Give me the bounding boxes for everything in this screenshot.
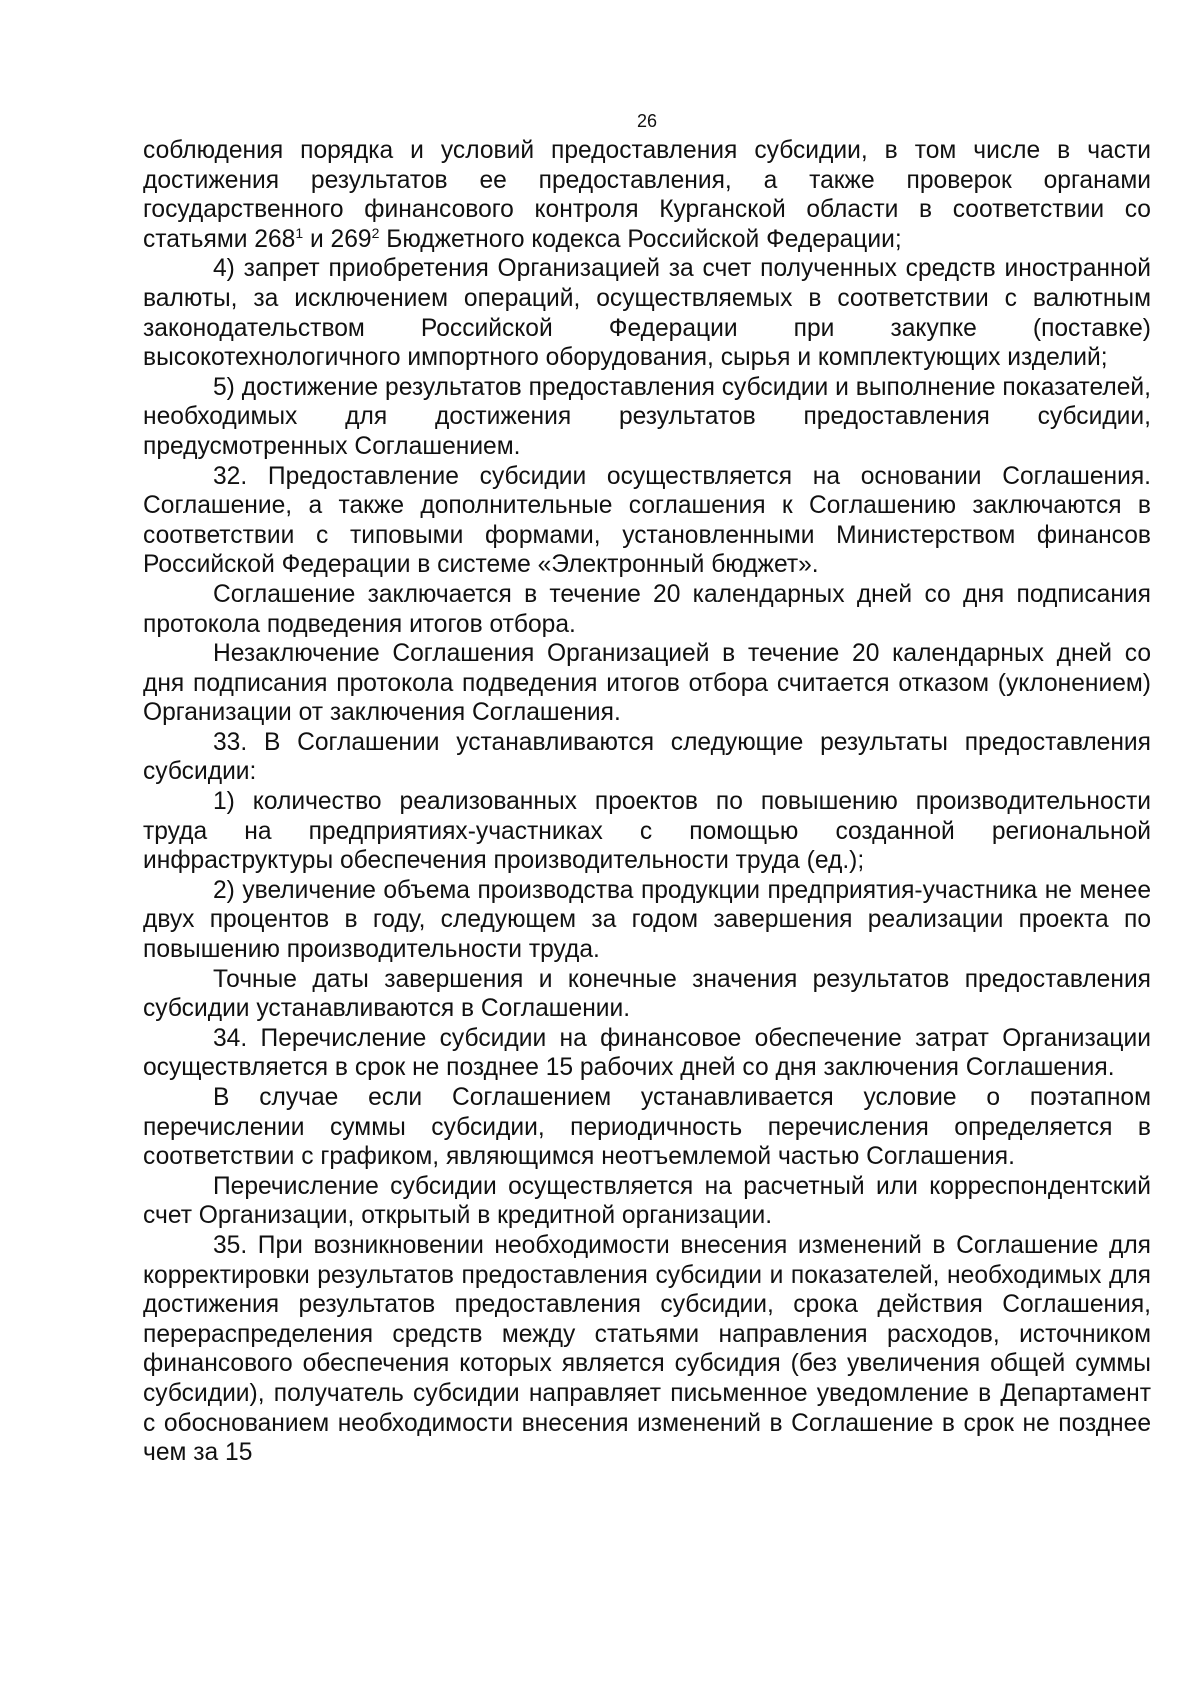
paragraph-item-4: 4) запрет приобретения Организацией за счет полученных средств иностранной валюты, за исключением операций, осуществляемых в соответствии с валютным законодательством Российской Федерации при закупке (поставке) высокотехнологичного импортного оборудования, сырья и комплектующих изделий; bbox=[143, 255, 1151, 372]
paragraph-clause-34: 34. Перечисление субсидии на финансовое обеспечение затрат Организации осуществляется в срок не позднее 15 рабочих дней со дня заключения Соглашения. bbox=[143, 1024, 1151, 1082]
document-page bbox=[143, 106, 1151, 1468]
paragraph-staged-transfer: В случае если Соглашением устанавливается условие о поэтапном перечислении суммы субсидии, периодичность перечисления определяется в соответствии с графиком, являющимся неотъемлемой частью Соглашения. bbox=[143, 1084, 1151, 1171]
paragraph-clause-33: 33. В Соглашении устанавливаются следующие результаты предоставления субсидии: bbox=[143, 728, 1151, 786]
superscript: 1 bbox=[295, 224, 304, 241]
paragraph-item-5: 5) достижение результатов предоставления субсидии и выполнение показателей, необходимых для достижения результатов предоставления субсидии, предусмотренных Соглашением. bbox=[143, 373, 1151, 460]
page-number: 26 bbox=[636, 111, 658, 131]
paragraph-result-2: 2) увеличение объема производства продукции предприятия-участника не менее двух процентов в году, следующем за годом завершения реализации проекта по повышению производительности труда. bbox=[143, 876, 1151, 964]
paragraph-result-1: 1) количество реализованных проектов по повышению производительности труда на предприятиях-участниках с помощью созданной региональной инфраструктуры обеспечения производительности труда (ед.); bbox=[143, 788, 1151, 875]
paragraph-clause-32: 32. Предоставление субсидии осуществляется на основании Соглашения. Соглашение, а также дополнительные соглашения к Соглашению заключаются в соответствии с типовыми формами, установленными Министерством финансов Российской Федерации в системе «Электронный бюджет». bbox=[143, 462, 1151, 579]
paragraph-agreement-term: Соглашение заключается в течение 20 календарных дней со дня подписания протокола подведения итогов отбора. bbox=[143, 580, 1151, 638]
paragraph-non-conclusion: Незаключение Соглашения Организацией в течение 20 календарных дней со дня подписания протокола подведения итогов отбора считается отказом (уклонением) Организации от заключения Соглашения. bbox=[143, 640, 1151, 727]
paragraph-text: соблюдения порядка и условий предоставления субсидии, в том числе в части достижения результатов ее предоставления, а также проверок органами государственного финансового контроля Курганской области в соответствии со статьями 268 bbox=[143, 137, 1151, 253]
paragraph-account-transfer: Перечисление субсидии осуществляется на расчетный или корреспондентский счет Организации, открытый в кредитной организации. bbox=[143, 1172, 1151, 1230]
paragraph-exact-dates: Точные даты завершения и конечные значения результатов предоставления субсидии устанавливаются в Соглашении. bbox=[143, 965, 1151, 1023]
paragraph-clause-35: 35. При возникновении необходимости внесения изменений в Соглашение для корректировки результатов предоставления субсидии и показателей, необходимых для достижения результатов предоставления субсидии, срока действия Соглашения, перераспределения средств между статьями направления расходов, источником финансового обеспечения которых является субсидия (без увеличения общей суммы субсидии), получатель субсидии направляет письменное уведомление в Департамент с обоснованием необходимости внесения изменений в Соглашение в срок не позднее чем за 15 bbox=[143, 1231, 1151, 1467]
superscript: 2 bbox=[371, 224, 380, 241]
paragraph-continued bbox=[143, 136, 1151, 254]
paragraph-text: Бюджетного кодекса Российской Федерации; bbox=[379, 225, 902, 253]
paragraph-text: и 269 bbox=[303, 225, 372, 253]
